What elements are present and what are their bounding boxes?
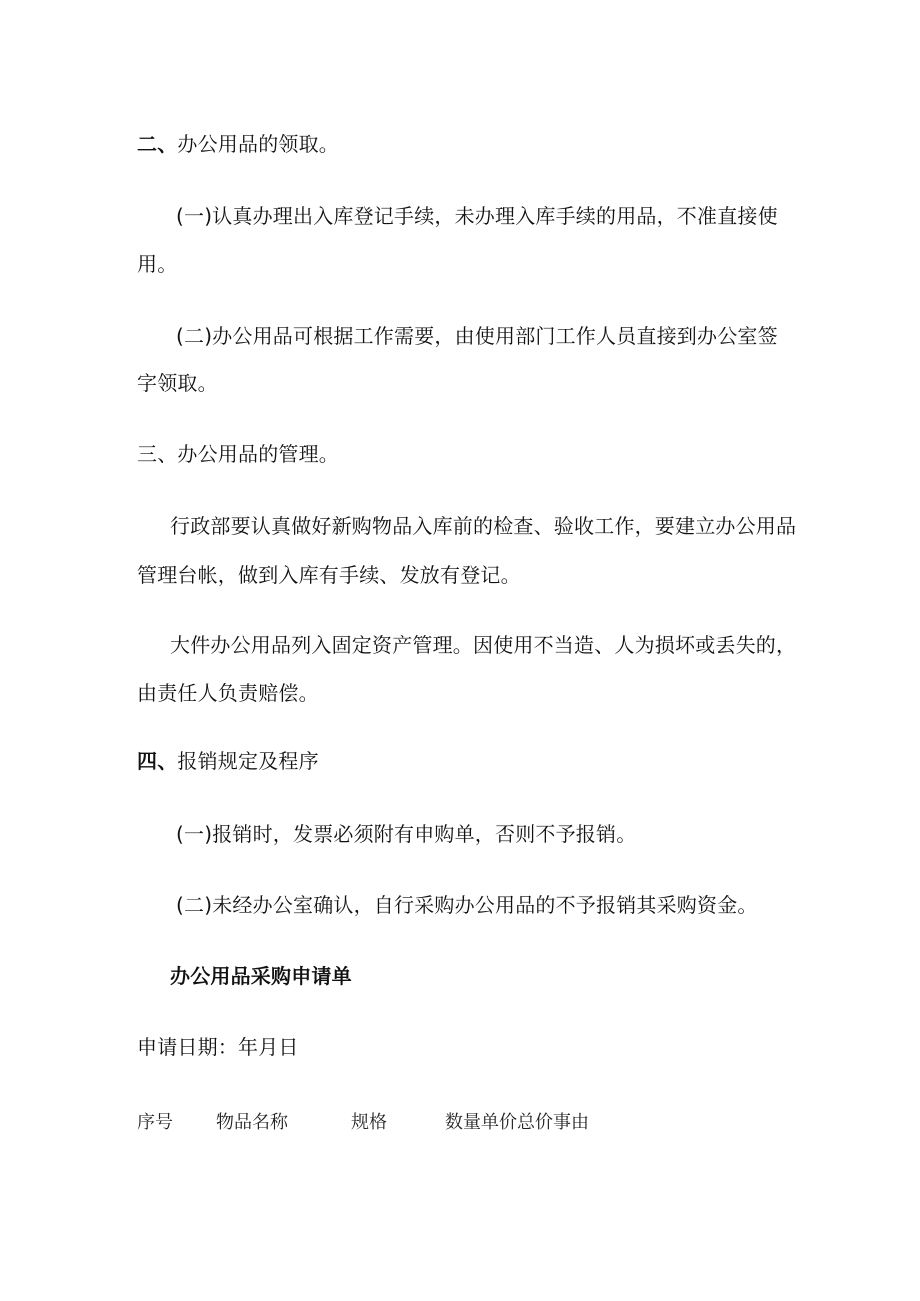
section-2-para-1-line-2: 用。 xyxy=(137,252,178,276)
section-4-heading xyxy=(137,747,319,775)
column-header-spec: 规格 xyxy=(351,1112,387,1133)
section-3-para-1-line-1: 行政部要认真做好新购物品入库前的检查、验收工作，要建立办公用品 xyxy=(170,514,797,538)
section-2-title: 办公用品的领取。 xyxy=(177,132,340,156)
section-2-number: 二、 xyxy=(137,132,178,156)
section-4-number: 四、 xyxy=(137,749,178,773)
section-2-para-2-line-2: 字领取。 xyxy=(137,371,218,395)
section-3-para-2-line-2: 由责任人负责赔偿。 xyxy=(137,681,319,705)
section-2-heading xyxy=(137,130,339,158)
section-2-para-2-line-1: (二)办公用品可根据工作需要，由使用部门工作人员直接到办公室签 xyxy=(176,324,778,348)
section-4-para-2: (二)未经办公室确认，自行采购办公用品的不予报销其采购资金。 xyxy=(176,893,758,917)
column-header-qty-price-total-reason: 数量单价总价事由 xyxy=(445,1112,589,1133)
section-4-title: 报销规定及程序 xyxy=(177,749,319,773)
section-3-heading: 三、办公用品的管理。 xyxy=(137,442,339,466)
section-3-para-2-line-1: 大件办公用品列入固定资产管理。因使用不当造、人为损坏或丢失的， xyxy=(170,633,797,657)
section-3-para-1-line-2: 管理台帐，做到入库有手续、发放有登记。 xyxy=(137,563,521,587)
form-title: 办公用品采购申请单 xyxy=(170,964,352,988)
column-header-serial: 序号 xyxy=(137,1112,173,1133)
form-date-line: 申请日期：年月日 xyxy=(137,1035,299,1059)
section-2-para-1-line-1: (一)认真办理出入库登记手续，未办理入库手续的用品，不准直接使 xyxy=(176,204,778,228)
section-4-para-1: (一)报销时，发票必须附有申购单，否则不予报销。 xyxy=(176,822,637,846)
column-header-item-name: 物品名称 xyxy=(216,1112,288,1133)
